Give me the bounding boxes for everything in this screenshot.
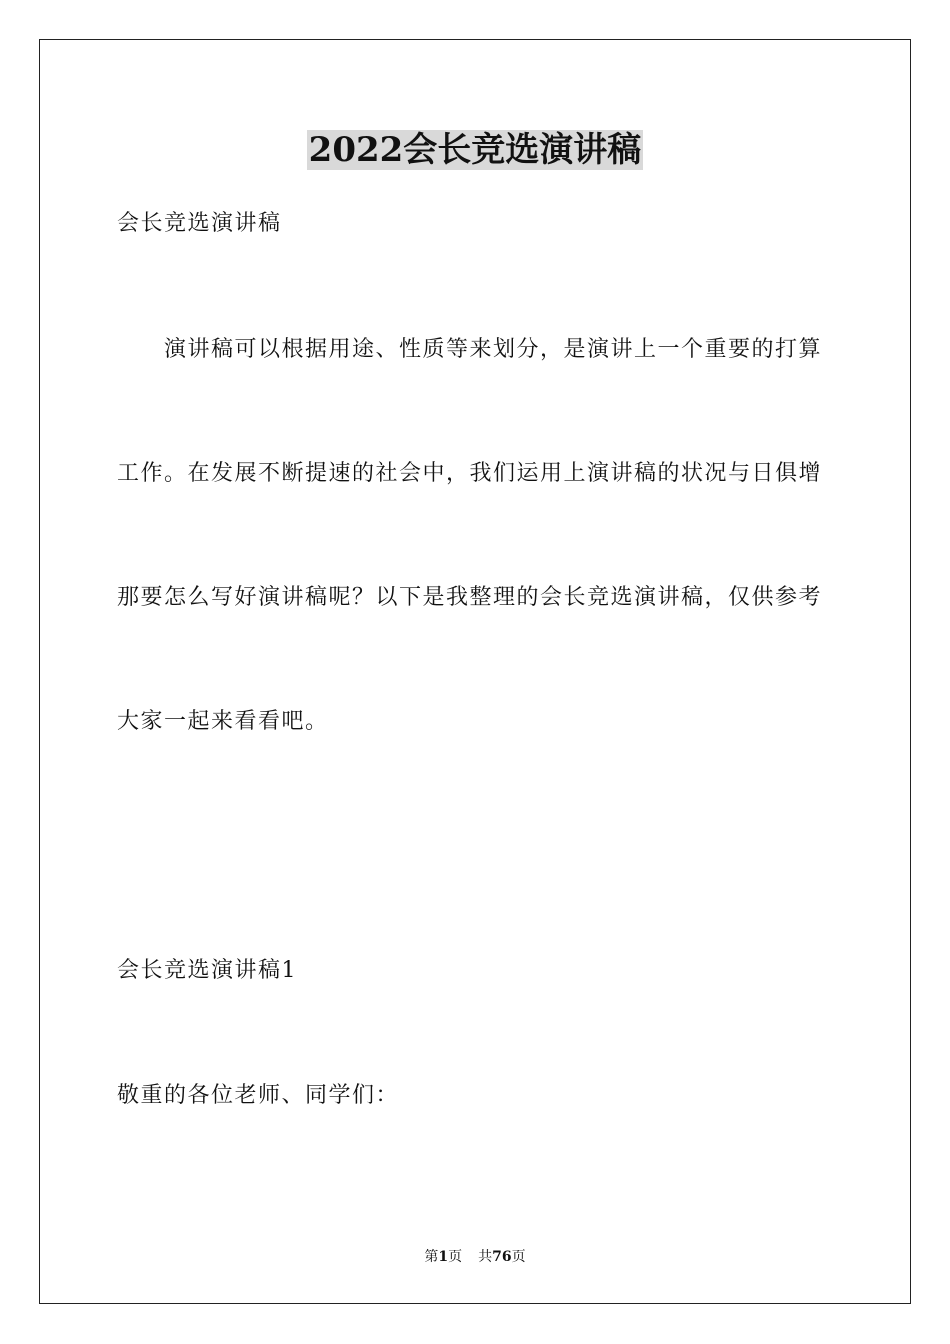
paragraph-line-3: 那要怎么写好演讲稿呢？以下是我整理的会长竞选演讲稿，仅供参考 bbox=[117, 585, 823, 610]
footer-page-suffix: 页 bbox=[448, 1249, 463, 1265]
footer-total-prefix: 共 bbox=[478, 1249, 493, 1265]
footer-page-prefix: 第 bbox=[424, 1249, 439, 1265]
paragraph-line-2: 工作。在发展不断提速的社会中，我们运用上演讲稿的状况与日俱增 bbox=[117, 461, 823, 486]
document-title-text: 2022会长竞选演讲稿 bbox=[308, 130, 642, 170]
salutation: 敬重的各位老师、同学们： bbox=[117, 1083, 400, 1108]
section-heading: 会长竞选演讲稿1 bbox=[117, 958, 297, 983]
paragraph-line-1: 演讲稿可以根据用途、性质等来划分，是演讲上一个重要的打算 bbox=[164, 337, 823, 362]
document-title bbox=[0, 128, 950, 172]
page-footer bbox=[0, 1247, 950, 1267]
footer-total-suffix: 页 bbox=[511, 1249, 526, 1265]
document-subtitle: 会长竞选演讲稿 bbox=[117, 211, 282, 236]
paragraph-line-4: 大家一起来看看吧。 bbox=[117, 709, 329, 734]
footer-page-number: 1 bbox=[438, 1249, 449, 1265]
footer-total-pages: 76 bbox=[492, 1249, 512, 1265]
